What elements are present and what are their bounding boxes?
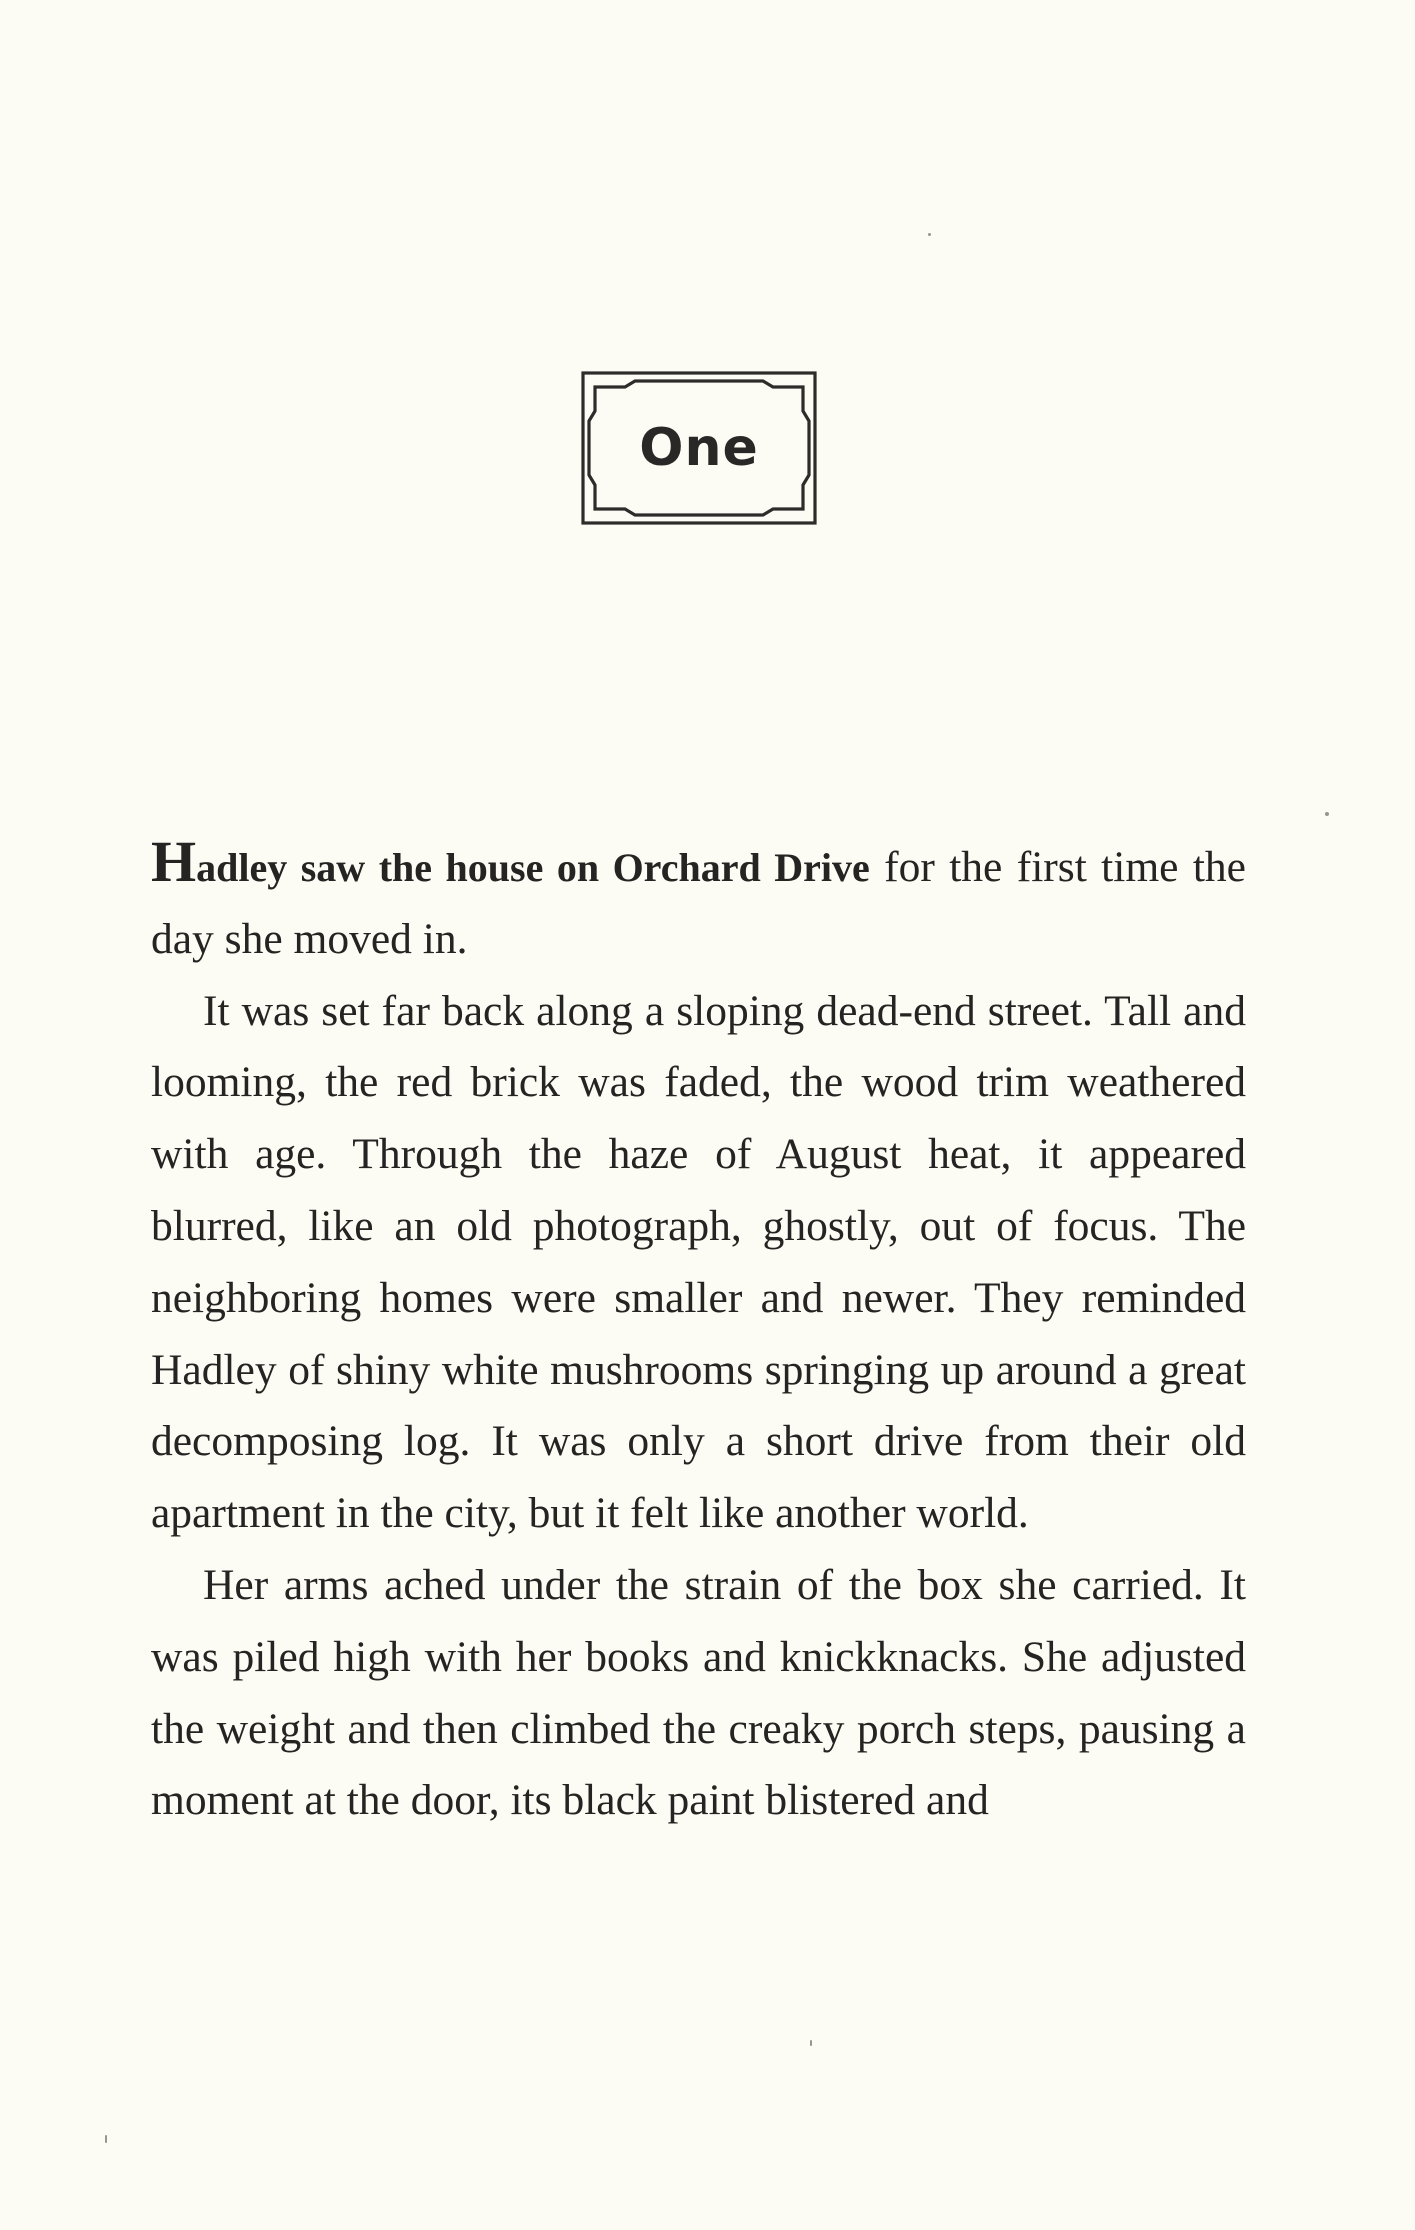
paragraph-3: Her arms ached under the strain of the box she carried. It was piled high with her books and knickknacks. She adjusted the weight and then climbed the creaky porch steps, pausing a moment at the door, its black paint blistered and (151, 1560, 1246, 1825)
chapter-title: One (639, 418, 759, 478)
paragraph-2: It was set far back along a sloping dead-end street. Tall and looming, the red brick was faded, the wood trim weathered with age. Through the haze of August heat, it appeared blurred, like an old photograph, ghostly, out of focus. The neighboring homes were smaller and newer. They reminded Hadley of shiny white mushrooms springing up around a great decomposing log. It was only a short drive from their old apartment in the city, but it felt like another world. (151, 986, 1246, 1538)
paper-speck (1325, 812, 1329, 816)
lead-in-text: adley saw the house on Orchard Drive (196, 845, 870, 890)
chapter-heading (581, 371, 817, 525)
paper-speck (810, 2040, 812, 2046)
paragraph-1 (151, 826, 1246, 976)
paragraph-1-text: for the first time the day she moved in. (151, 843, 1246, 963)
paper-speck (105, 2135, 107, 2143)
body-text (151, 826, 1246, 1837)
drop-cap: H (151, 829, 197, 894)
paper-speck (928, 233, 931, 236)
